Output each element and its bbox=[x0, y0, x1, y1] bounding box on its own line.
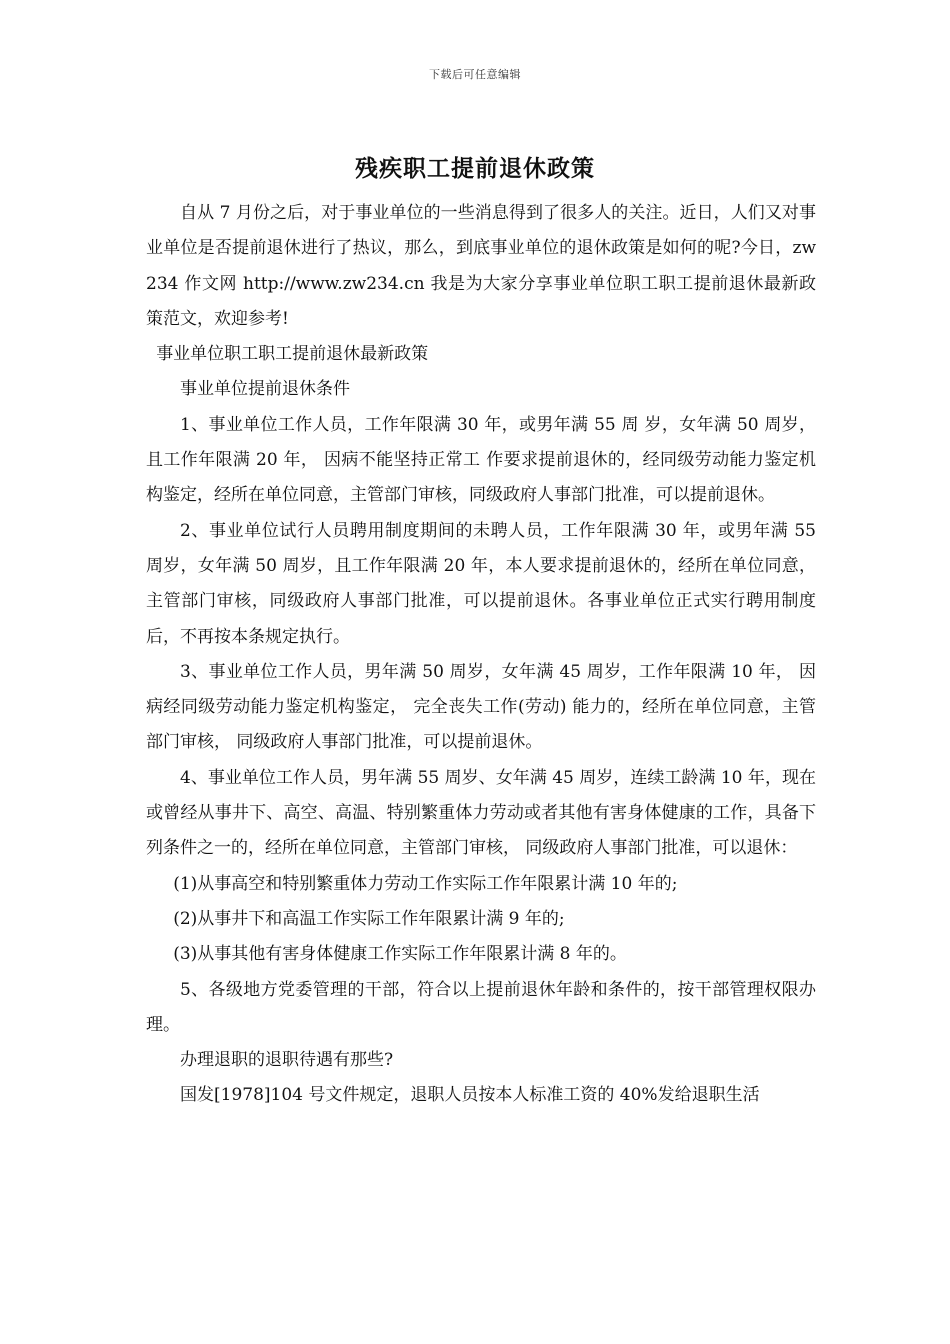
paragraph-item-4: 4、事业单位工作人员，男年满 55 周岁、女年满 45 周岁，连续工龄满 10 年，现在或曾经从事井下、高空、高温、特别繁重体力劳动或者其他有害身体健康的工作，具备下列条件之一的，经所在单位同意，主管部门审核， 同级政府人事部门批准，可以退休： bbox=[146, 767, 816, 859]
paragraph-regulation: 国发[1978]104 号文件规定，退职人员按本人标准工资的 40%发给退职生活 bbox=[180, 1085, 760, 1106]
subsection-heading: 事业单位提前退休条件 bbox=[180, 379, 350, 400]
paragraph-item-5: 5、各级地方党委管理的干部，符合以上提前退休年龄和条件的，按干部管理权限办理。 bbox=[146, 979, 816, 1035]
paragraph-item-2: 2、事业单位试行人员聘用制度期间的未聘人员，工作年限满 30 年，或男年满 55 周岁，女年满 50 周岁，且工作年限满 20 年，本人要求提前退休的，经所在单位同意，主管部门审核，同级政府人事部门批准，可以提前退休。各事业单位正式实行聘用制度后，不再按本条规定执行。 bbox=[146, 520, 816, 647]
question-heading: 办理退职的退职待遇有那些? bbox=[180, 1050, 394, 1071]
paragraph-item-3: 3、事业单位工作人员，男年满 50 周岁，女年满 45 周岁，工作年限满 10 年， 因病经同级劳动能力鉴定机构鉴定， 完全丧失工作(劳动) 能力的，经所在单位同意，主管部门审核， 同级政府人事部门批准，可以提前退休。 bbox=[146, 661, 816, 753]
document-body bbox=[146, 196, 816, 1114]
section-heading: 事业单位职工职工提前退休最新政策 bbox=[156, 344, 429, 365]
paragraph-subitem-2: (2)从事井下和高温工作实际工作年限累计满 9 年的; bbox=[173, 908, 565, 929]
paragraph-item-1: 1、事业单位工作人员，工作年限满 30 年，或男年满 55 周 岁，女年满 50 周岁，且工作年限满 20 年， 因病不能坚持正常工 作要求提前退休的，经同级劳动能力鉴定机构鉴定，经所在单位同意，主管部门审核，同级政府人事部门批准，可以提前退休。 bbox=[146, 414, 816, 506]
paragraph-subitem-3: (3)从事其他有害身体健康工作实际工作年限累计满 8 年的。 bbox=[173, 944, 627, 965]
document-title: 残疾职工提前退休政策 bbox=[355, 155, 595, 182]
header-note: 下载后可任意编辑 bbox=[429, 68, 521, 81]
paragraph-intro: 自从 7 月份之后，对于事业单位的一些消息得到了很多人的关注。近日，人们又对事业单位是否提前退休进行了热议，那么，到底事业单位的退休政策是如何的呢?今日，zw234 作文网 http://www.zw234.cn 我是为大家分享事业单位职工职工提前退休最新政策范文，欢迎参考! bbox=[146, 203, 816, 329]
paragraph-subitem-1: (1)从事高空和特别繁重体力劳动工作实际工作年限累计满 10 年的; bbox=[173, 873, 678, 894]
